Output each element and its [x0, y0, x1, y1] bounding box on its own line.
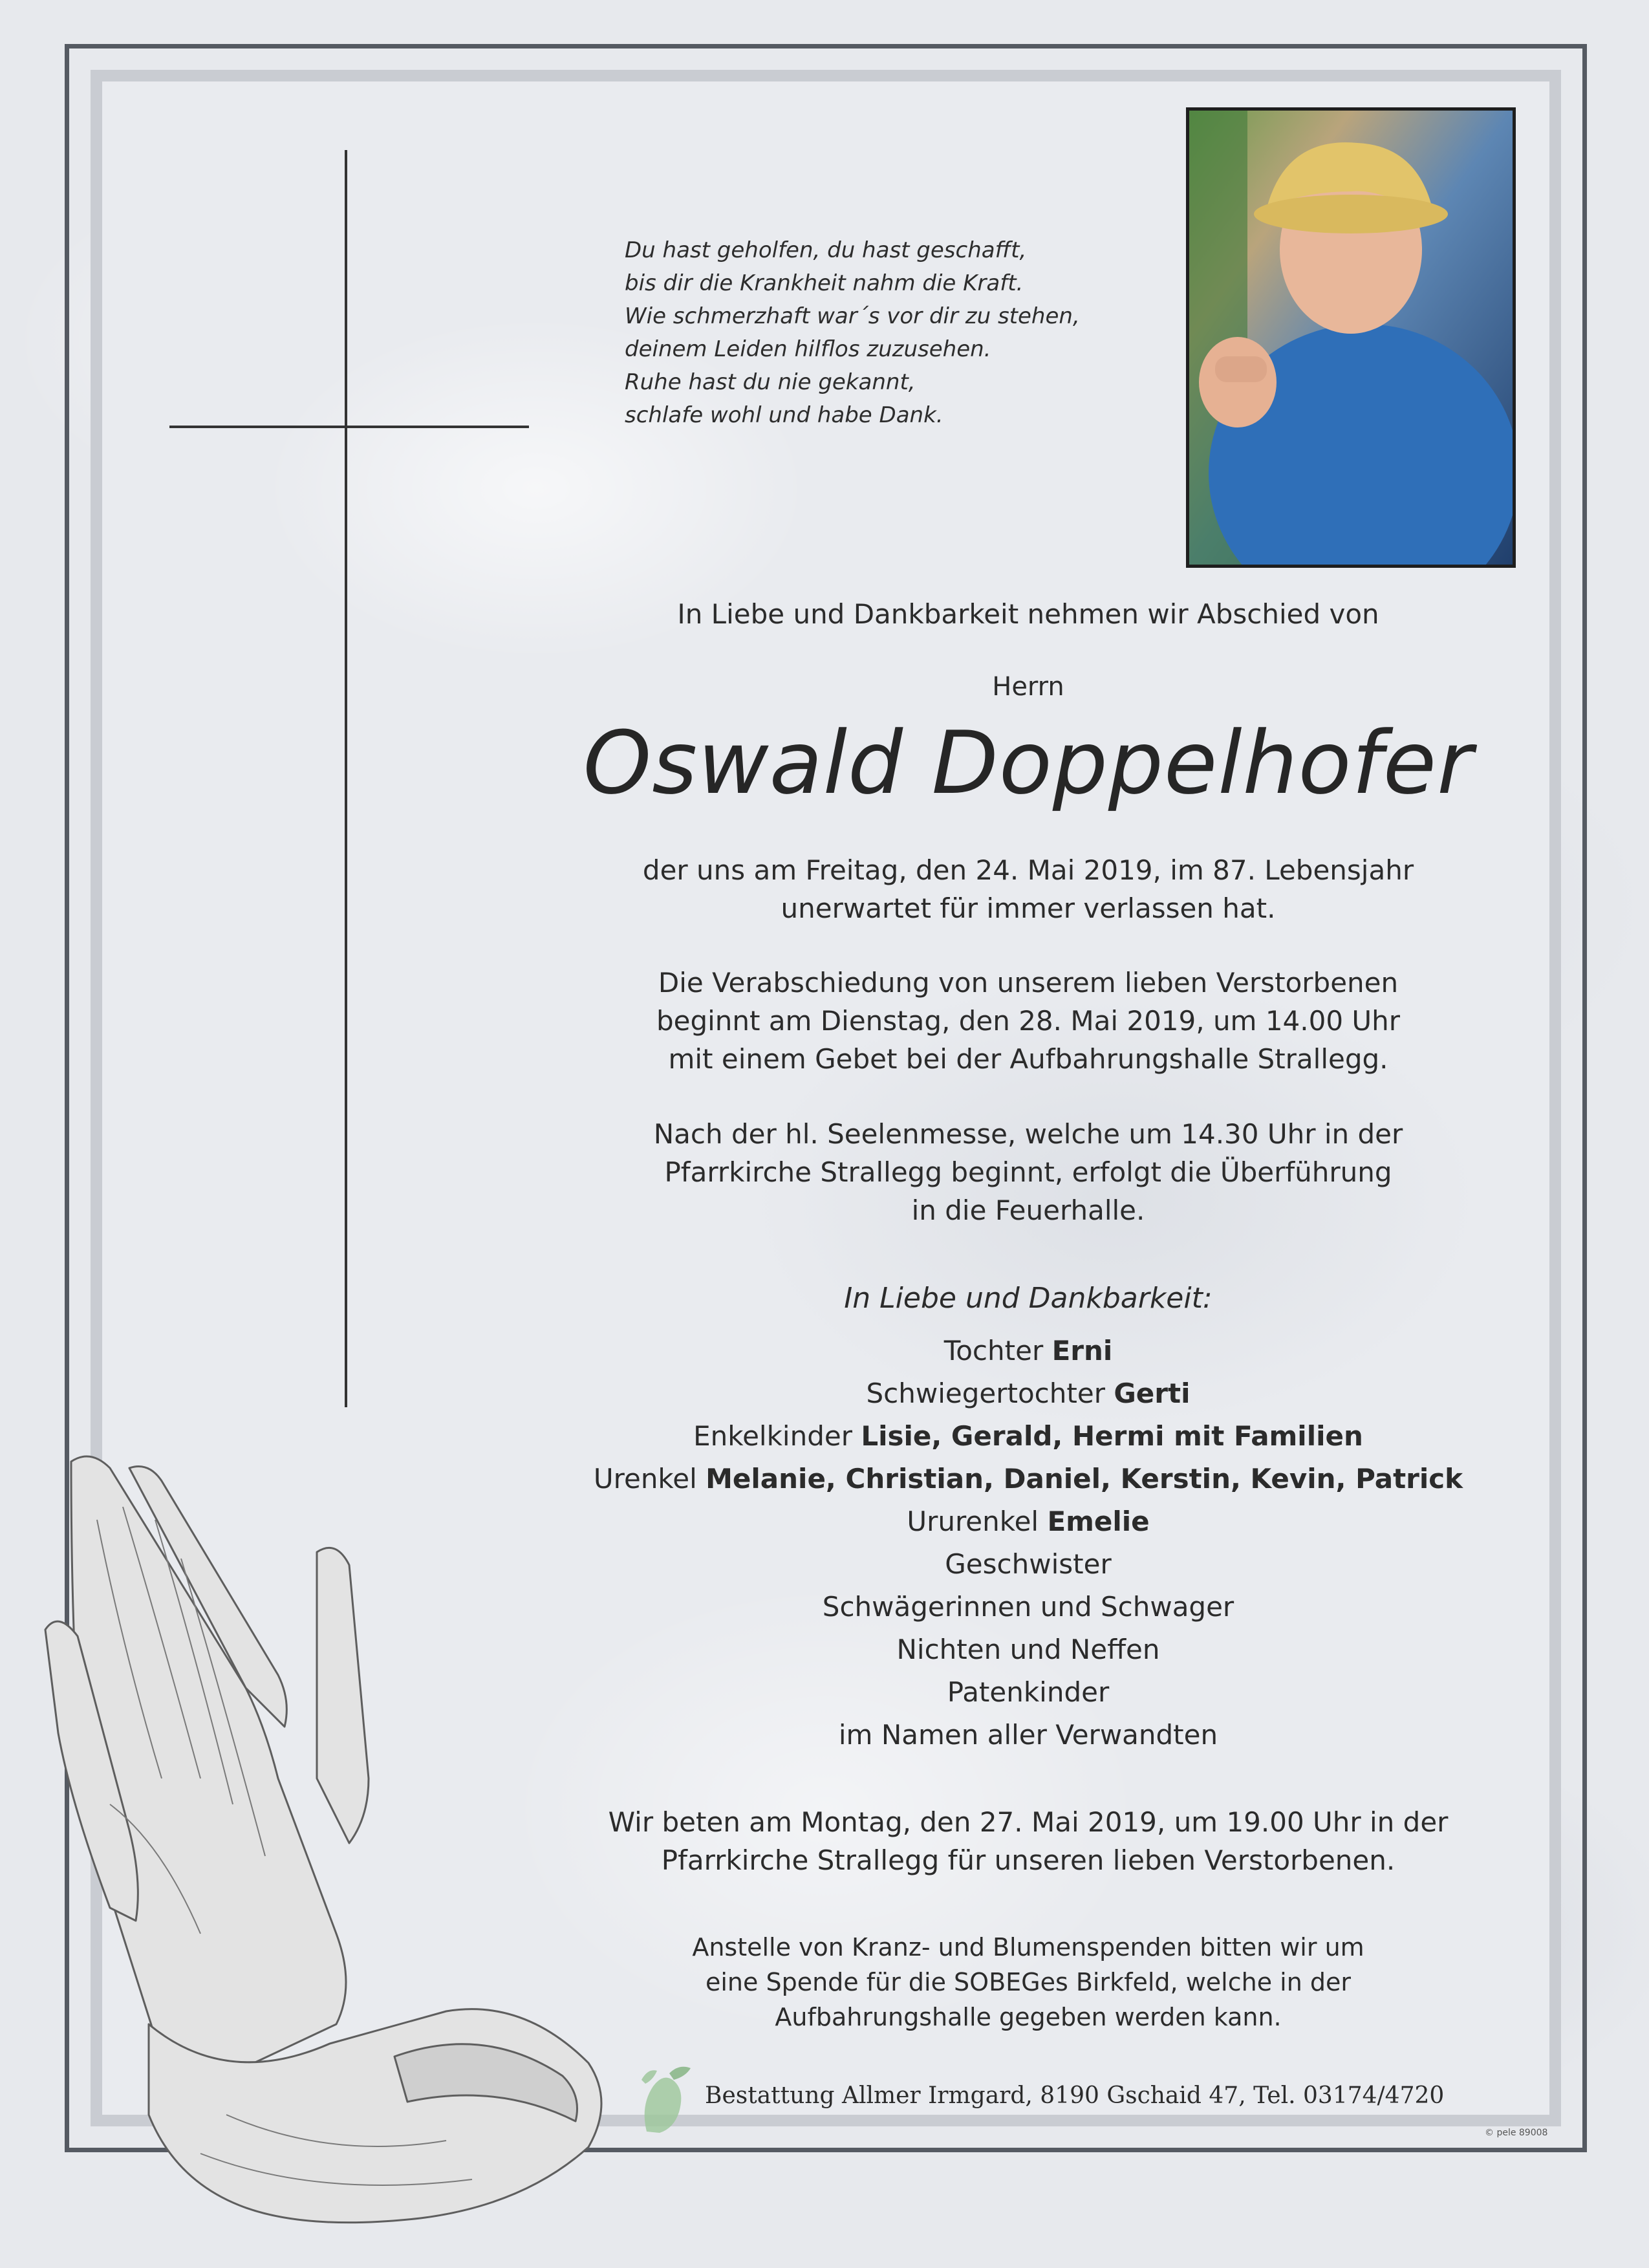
mourner-names: Emelie	[1047, 1506, 1150, 1537]
deceased-name: Oswald Doppelhofer	[583, 713, 1474, 814]
mourner-entry	[576, 1714, 1481, 1756]
poem	[625, 234, 1181, 432]
mourner-entry	[576, 1458, 1481, 1500]
mourner-names: Melanie, Christian, Daniel, Kerstin, Kevin, Patrick	[706, 1463, 1463, 1495]
portrait-illustration	[1189, 111, 1513, 565]
poem-line: Wie schmerzhaft war´s vor dir zu stehen,	[625, 303, 1080, 329]
mourner-entry	[576, 1671, 1481, 1714]
mourner-entry	[576, 1372, 1481, 1415]
mourner-relation: Urenkel	[593, 1463, 706, 1495]
mourner-names: Erni	[1051, 1335, 1113, 1366]
mourner-relation: Schwägerinnen und Schwager	[822, 1591, 1234, 1623]
salutation: Herrn	[992, 672, 1064, 702]
mass-line: Nach der hl. Seelenmesse, welche um 14.30 Uhr in der	[653, 1118, 1403, 1150]
poem-line: Du hast geholfen, du hast geschafft,	[625, 237, 1027, 263]
cross-horizontal-bar	[169, 426, 529, 428]
mass-line: Pfarrkirche Strallegg beginnt, erfolgt die Überführung	[664, 1156, 1392, 1188]
mourner-entry	[576, 1628, 1481, 1671]
cross-vertical-bar	[345, 150, 347, 1407]
donation-line: Anstelle von Kranz- und Blumenspenden bitten wir um	[692, 1933, 1364, 1961]
mourner-relation: im Namen aller Verwandten	[838, 1719, 1218, 1751]
mourner-entry	[576, 1415, 1481, 1458]
farewell-line: beginnt am Dienstag, den 28. Mai 2019, um 14.00 Uhr	[656, 1005, 1401, 1037]
mourner-names: Lisie, Gerald, Hermi mit Familien	[861, 1420, 1363, 1452]
donation-line: Aufbahrungshalle gegeben werden kann.	[775, 2003, 1282, 2031]
mourner-relation: Tochter	[943, 1335, 1052, 1366]
praying-hands-illustration	[32, 1442, 640, 2244]
mourner-entry	[576, 1330, 1481, 1372]
farewell-intro: In Liebe und Dankbarkeit nehmen wir Abschied von	[677, 598, 1379, 630]
print-copyright: © pele 89008	[1485, 2128, 1548, 2138]
mourner-relation: Schwiegertochter	[866, 1377, 1114, 1409]
death-notice-line: der uns am Freitag, den 24. Mai 2019, im 87. Lebensjahr	[642, 854, 1414, 886]
farewell-line: mit einem Gebet bei der Aufbahrungshalle Strallegg.	[668, 1043, 1388, 1075]
death-notice	[576, 851, 1481, 927]
mourner-entry	[576, 1586, 1481, 1628]
mass-details	[576, 1115, 1481, 1229]
mourner-relation: Patenkinder	[947, 1676, 1110, 1708]
mourner-entry	[576, 1543, 1481, 1586]
prayer-line: Wir beten am Montag, den 27. Mai 2019, um 19.00 Uhr in der	[608, 1806, 1449, 1838]
prayer-notice	[576, 1803, 1481, 1879]
poem-line: Ruhe hast du nie gekannt,	[625, 369, 916, 395]
mourner-entry	[576, 1500, 1481, 1543]
farewell-line: Die Verabschiedung von unserem lieben Verstorbenen	[658, 967, 1399, 999]
mass-line: in die Feuerhalle.	[911, 1194, 1145, 1226]
mourners-heading: In Liebe und Dankbarkeit:	[844, 1282, 1212, 1315]
mourner-relation: Ururenkel	[907, 1506, 1048, 1537]
donation-notice	[576, 1930, 1481, 2035]
farewell-details	[576, 964, 1481, 1078]
death-notice-line: unerwartet für immer verlassen hat.	[781, 892, 1276, 924]
donation-line: eine Spende für die SOBEGes Birkfeld, welche in der	[705, 1968, 1352, 1996]
undertaker-footer: Bestattung Allmer Irmgard, 8190 Gschaid 47, Tel. 03174/4720	[705, 2082, 1445, 2109]
mourner-relation: Geschwister	[945, 1548, 1112, 1580]
mourner-relation: Enkelkinder	[693, 1420, 861, 1452]
poem-line: deinem Leiden hilflos zuzusehen.	[625, 336, 991, 362]
mourners-list	[576, 1330, 1481, 1756]
prayer-line: Pfarrkirche Strallegg für unseren lieben Verstorbenen.	[661, 1844, 1396, 1876]
mourner-names: Gerti	[1114, 1377, 1191, 1409]
portrait-photo	[1186, 107, 1516, 568]
poem-line: bis dir die Krankheit nahm die Kraft.	[625, 270, 1024, 296]
undertaker-logo-icon	[634, 2060, 696, 2135]
poem-line: schlafe wohl und habe Dank.	[625, 402, 943, 428]
mourner-relation: Nichten und Neffen	[896, 1634, 1160, 1665]
